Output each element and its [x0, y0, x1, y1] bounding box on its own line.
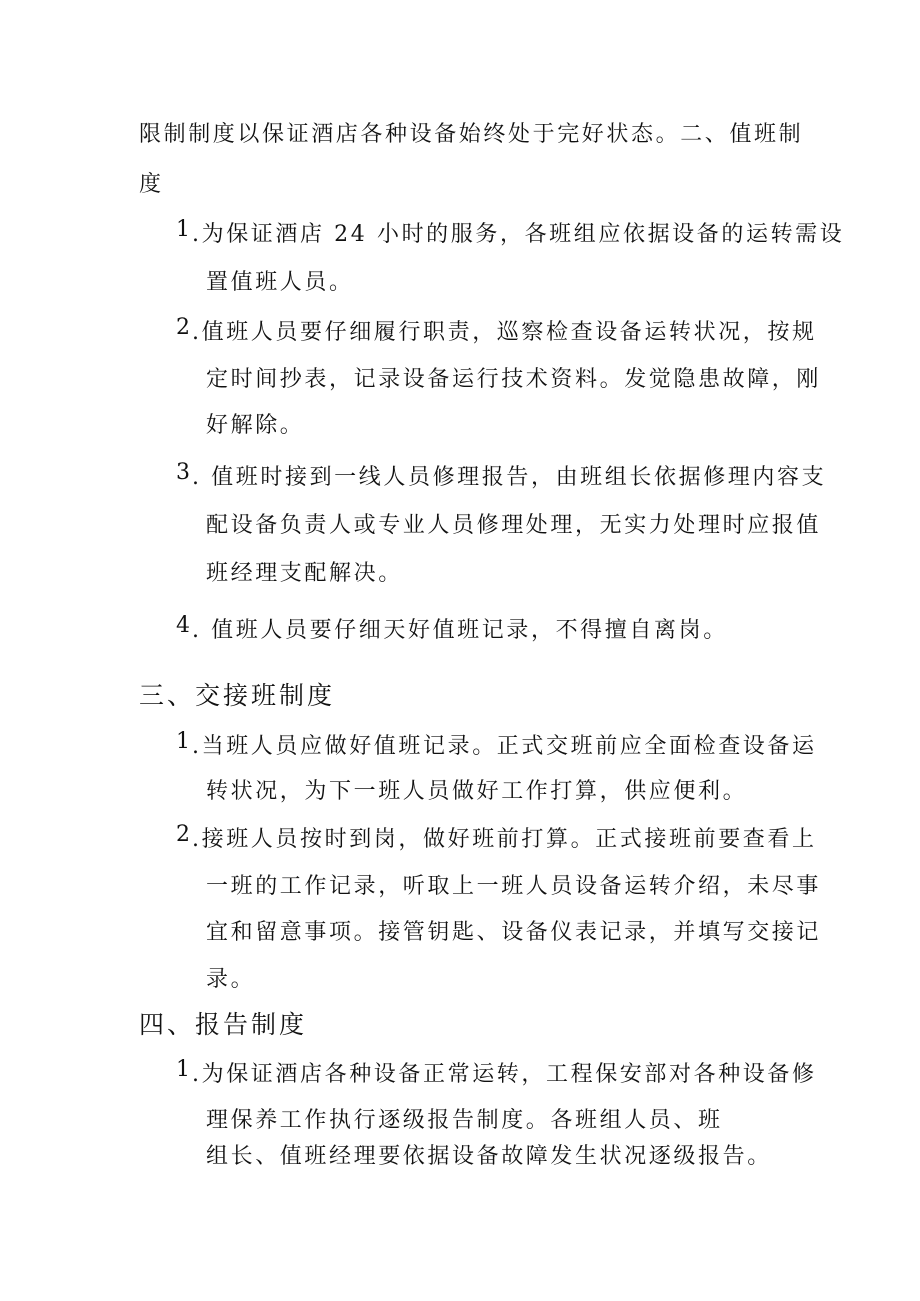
list-item-text: 录。	[206, 967, 256, 992]
list-item-number: 3	[176, 460, 193, 485]
list-item-text: 一班的工作记录，听取上一班人员设备运转介绍，未尽事	[206, 874, 822, 899]
list-item-number: 1	[176, 217, 193, 242]
list-item-text: 组长、值班经理要依据设备故障发生状况逐级报告。	[206, 1144, 772, 1169]
list-item-number: 4	[176, 613, 193, 638]
list-item-text: .为保证酒店各种设备正常运转，工程保安部对各种设备修	[192, 1062, 817, 1087]
paragraph-line: 度	[139, 172, 164, 197]
list-item-text: 宜和留意事项。接管钥匙、设备仪表记录，并填写交接记	[206, 920, 822, 945]
list-item-number: 2	[176, 315, 193, 340]
section-heading: 四、报告制度	[139, 1010, 308, 1039]
list-item-text: . 值班人员要仔细天好值班记录，不得擅自离岗。	[192, 618, 728, 643]
list-item-text: 转状况，为下一班人员做好工作打算，供应便利。	[206, 779, 748, 804]
list-item-text: .接班人员按时到岗，做好班前打算。正式接班前要查看上	[192, 827, 817, 852]
list-item-text: .值班人员要仔细履行职责，巡察检查设备运转状况，按规	[192, 320, 817, 345]
list-item-number: 2	[176, 822, 193, 847]
paragraph-line: 限制制度以保证酒店各种设备始终处于完好状态。二、值班制	[139, 122, 804, 147]
list-item-text: 配设备负责人或专业人员修理处理，无实力处理时应报值	[206, 513, 822, 538]
list-item-text: . 值班时接到一线人员修理报告，由班组长依据修理内容支	[192, 465, 827, 490]
list-item-text: 定时间抄表，记录设备运行技术资料。发觉隐患故障，刚	[206, 367, 822, 392]
list-item-text: .当班人员应做好值班记录。正式交班前应全面检查设备运	[192, 734, 817, 759]
list-item-text: 班经理支配解决。	[206, 561, 403, 586]
list-item-text: 好解除。	[206, 413, 305, 438]
section-heading: 三、交接班制度	[139, 681, 336, 710]
list-item-number: 1	[176, 1057, 193, 1082]
list-item-number: 1	[176, 729, 193, 754]
list-item-text: .为保证酒店 24 小时的服务，各班组应依据设备的运转需设	[192, 222, 845, 247]
list-item-text: 置值班人员。	[206, 270, 354, 295]
list-item-text: 理保养工作执行逐级报告制度。各班组人员、班	[206, 1108, 723, 1133]
